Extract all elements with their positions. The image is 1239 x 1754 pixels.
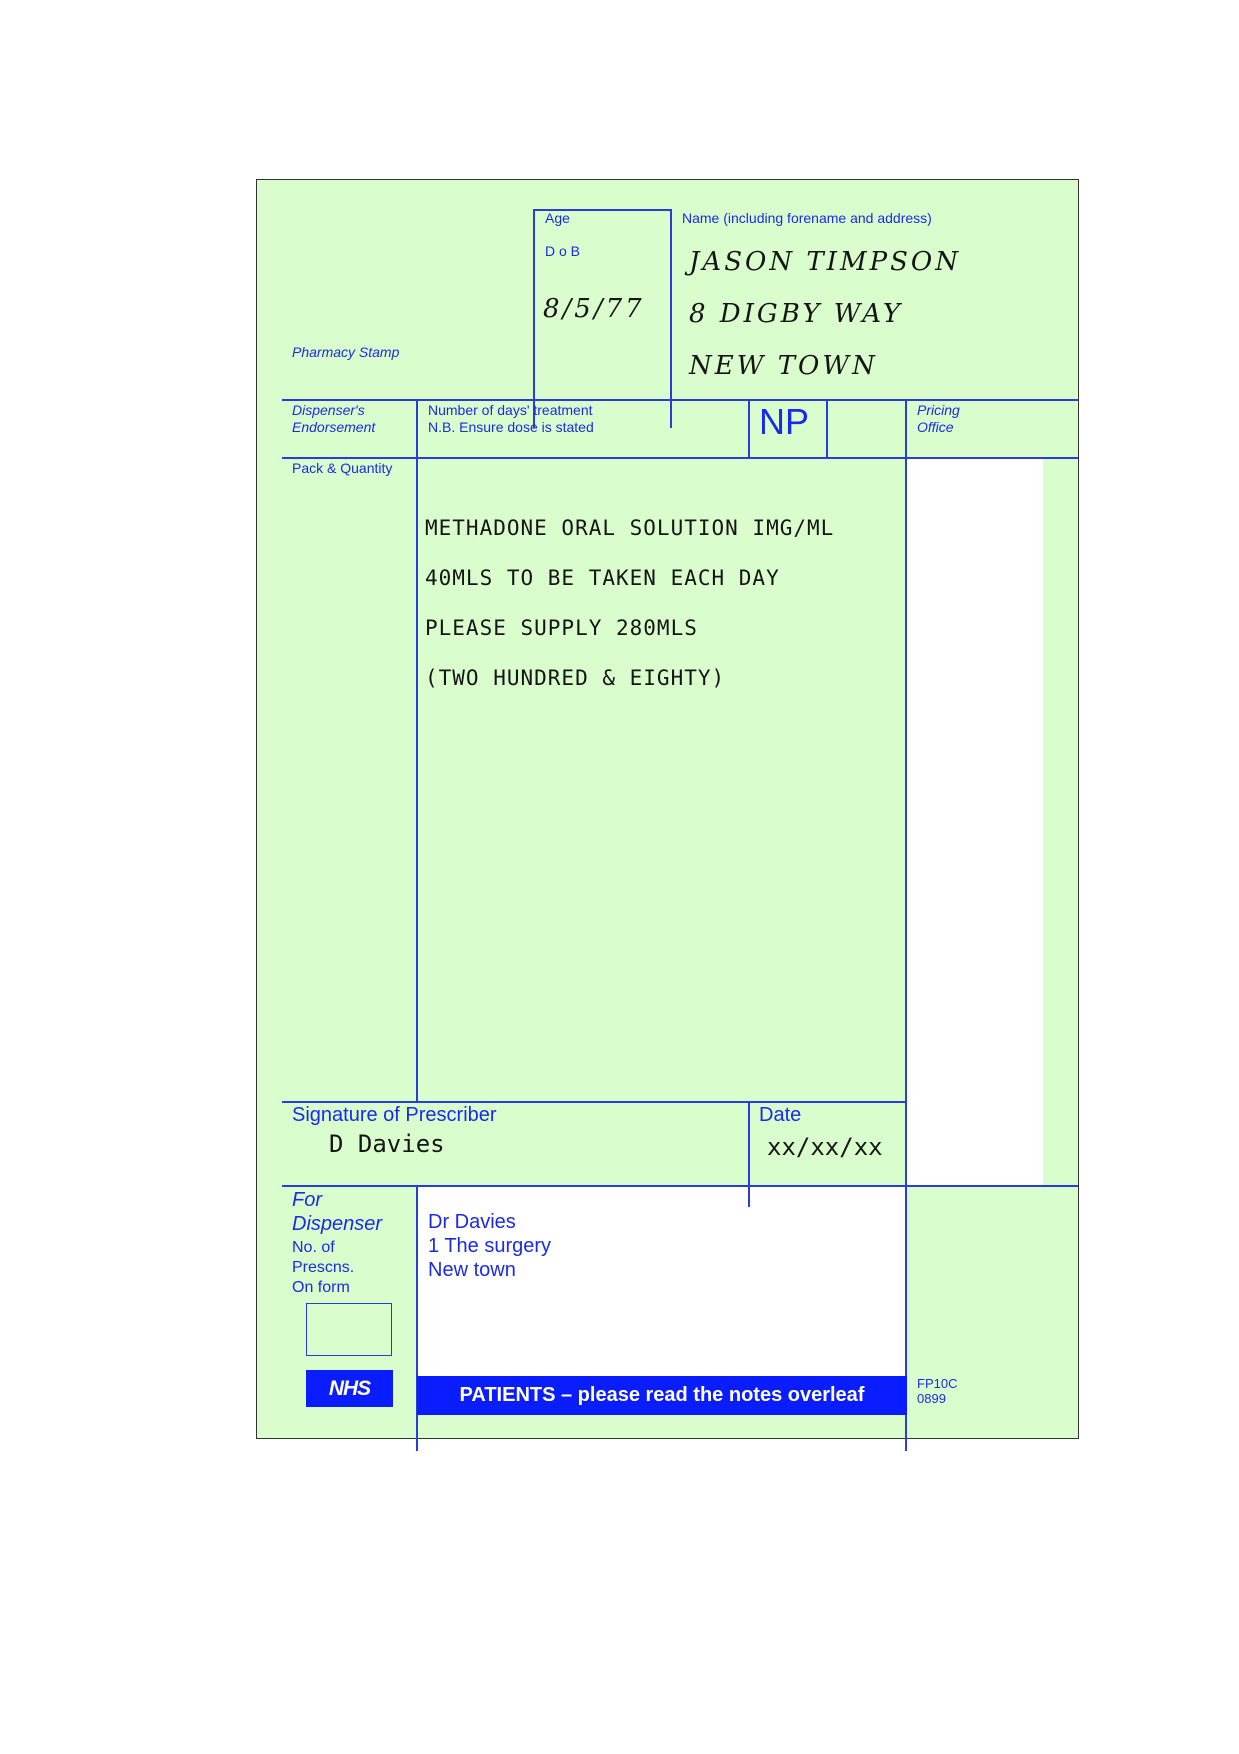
pricing-office-label-line-1: Pricing (917, 402, 960, 418)
dob-value: 8/5/77 (543, 294, 645, 324)
prescriptions-count-box (306, 1303, 392, 1356)
prescription-line-2: 40MLS TO BE TAKEN EACH DAY (425, 566, 780, 590)
days-treatment-label-line-2: N.B. Ensure dose is stated (428, 419, 594, 435)
for-dispenser-label-line-1: For (292, 1189, 322, 1211)
prescription-line-1: METHADONE ORAL SOLUTION IMG/ML (425, 516, 835, 540)
pack-quantity-label: Pack & Quantity (292, 460, 393, 476)
prescriber-address-line-3: New town (428, 1259, 516, 1281)
prescription-form (256, 179, 1079, 1439)
prescriptions-count-label-line-2: Prescns. (292, 1259, 355, 1276)
patient-name: JASON TIMPSON (689, 247, 961, 277)
prescription-date: xx/xx/xx (767, 1133, 883, 1161)
form-code-line-2: 0899 (917, 1391, 946, 1406)
pricing-panel (907, 459, 1043, 1186)
age-label: Age (545, 210, 570, 226)
patient-address-line-1: 8 DIGBY WAY (689, 299, 904, 329)
prescriber-address-line-1: Dr Davies (428, 1211, 516, 1233)
pricing-office-label-line-2: Office (917, 419, 954, 435)
signature-label: Signature of Prescriber (292, 1104, 497, 1126)
prescriber-address-line-2: 1 The surgery (428, 1235, 552, 1257)
name-address-label: Name (including forename and address) (682, 210, 932, 226)
nhs-logo: NHS (306, 1370, 393, 1407)
patients-notice-banner: PATIENTS – please read the notes overleaf (417, 1376, 907, 1415)
dob-label: D o B (545, 243, 581, 259)
patient-address-line-2: NEW TOWN (689, 351, 878, 381)
prescriptions-count-label-line-3: On form (292, 1279, 350, 1296)
dispenser-endorsement-label-line-1: Dispenser's (292, 402, 365, 418)
prescription-line-3: PLEASE SUPPLY 280MLS (425, 616, 698, 640)
days-treatment-label-line-1: Number of days' treatment (428, 402, 593, 418)
for-dispenser-label-line-2: Dispenser (292, 1213, 383, 1235)
date-label: Date (759, 1104, 802, 1126)
np-label: NP (759, 401, 810, 442)
prescriber-signature: D Davies (329, 1130, 445, 1158)
dispenser-endorsement-label-line-2: Endorsement (292, 419, 376, 435)
pharmacy-stamp-label: Pharmacy Stamp (292, 344, 400, 360)
prescriptions-count-label-line-1: No. of (292, 1239, 335, 1256)
form-code-line-1: FP10C (917, 1376, 958, 1391)
prescription-line-4: (TWO HUNDRED & EIGHTY) (425, 666, 726, 690)
